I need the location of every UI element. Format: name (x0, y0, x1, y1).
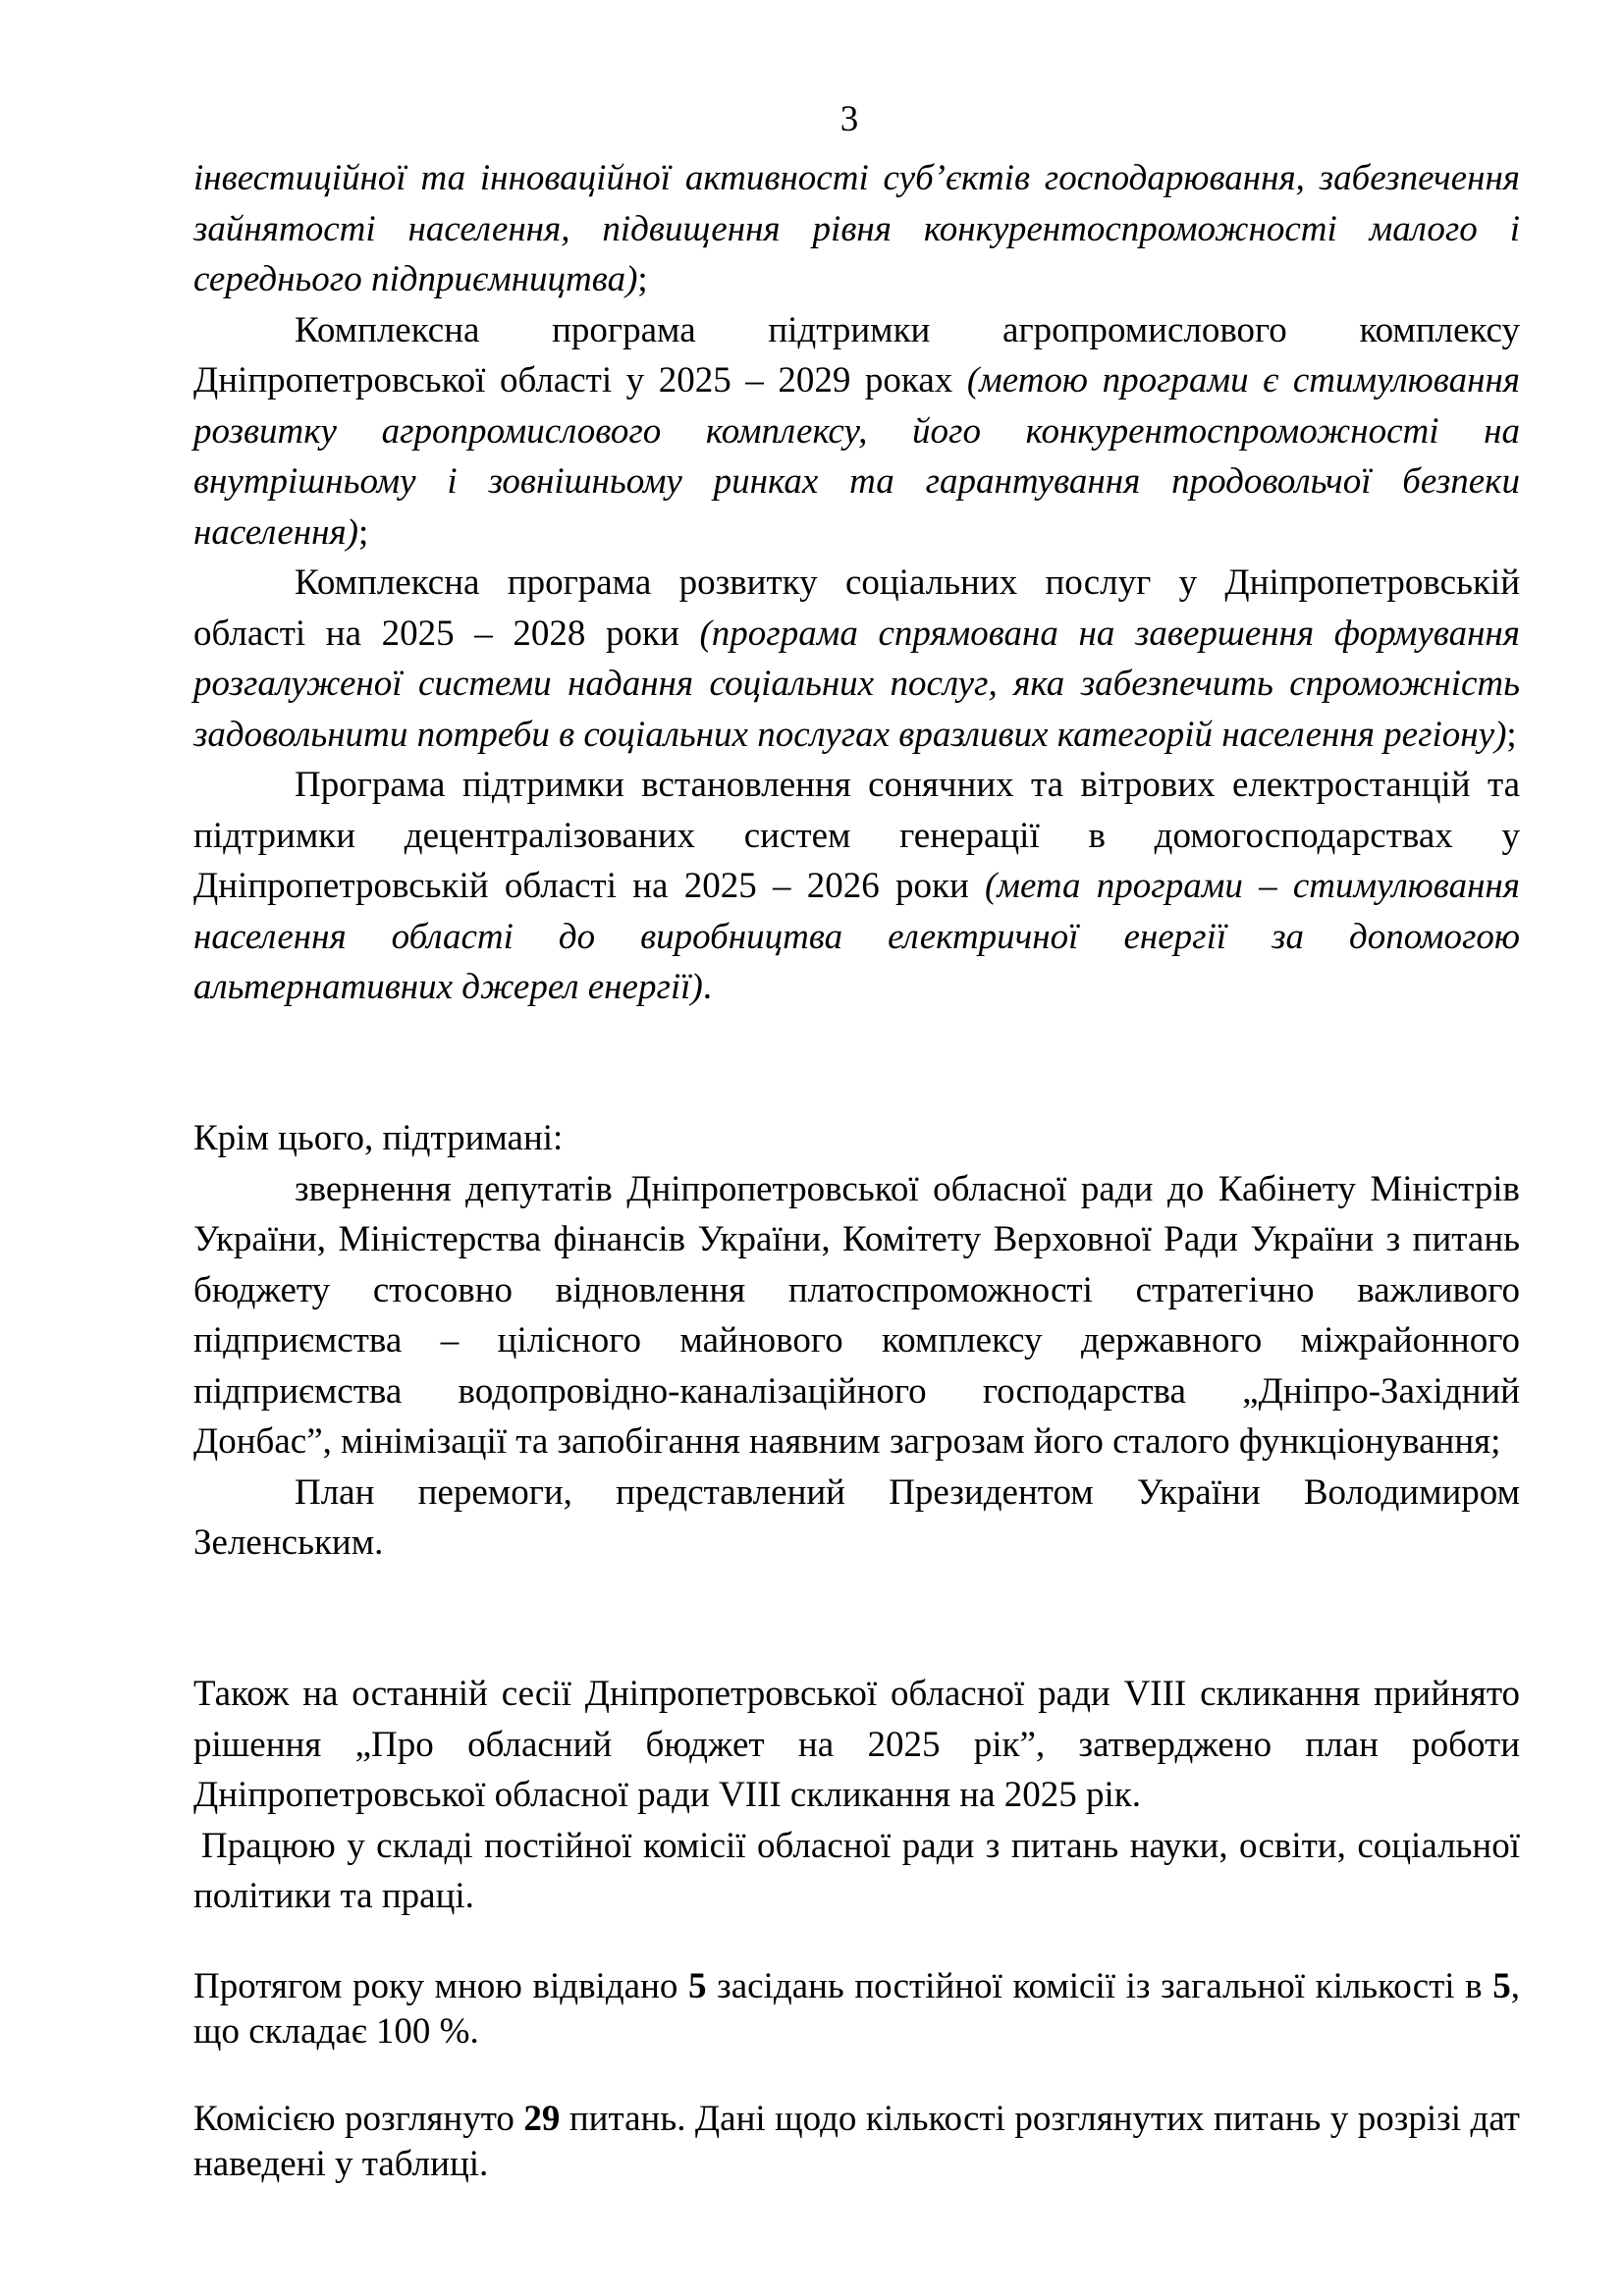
program-continuation-italic: інвестиційної та інноваційної активності суб’єктів господарювання, забезпечення зайнятості населення, підвищення рівня конкурентоспроможності малого і середнього підприємництва) (193, 158, 1520, 299)
program-energy-description: (мета програми – стимулювання населення області до виробництва електричної енергії за допомогою альтернативних джерел енергії) (193, 866, 1520, 1007)
attendance-section (193, 1964, 1520, 2055)
programs-section (193, 153, 1520, 1013)
commission-membership: Працюю у складі постійної комісії обласної ради з питань науки, освіти, соціальної політики та праці. (193, 1825, 1520, 1916)
session-paragraph: Також на останній сесії Дніпропетровської обласної ради VIII скликання прийнято рішення „Про обласний бюджет на 2025 рік”, затверджено план роботи Дніпропетровської обласної ради VIII скликання на 2025 рік. (193, 1674, 1520, 1815)
program-agro-tail: ; (358, 511, 369, 553)
supported-item-victory-plan: План перемоги, представлений Президентом України Володимиром Зеленським. (193, 1471, 1520, 1563)
questions-text-before: Комісією розглянуто (193, 2099, 524, 2139)
supported-heading: Крім цього, підтримані: (193, 1118, 564, 1158)
program-energy-tail: . (702, 967, 713, 1007)
attendance-text-after: , що складає 100 %. (193, 1966, 1520, 2052)
questions-text-after: питань. Дані щодо кількості розглянутих питань у розрізі дат наведені у таблиці. (193, 2099, 1520, 2184)
attendance-attended-count: 5 (688, 1966, 707, 2006)
program-agro-title: Комплексна програма підтримки агропромислового комплексу Дніпропетровської області у 2025 – 2029 роках (193, 309, 1520, 400)
page-number: 3 (839, 99, 859, 139)
program-energy (193, 760, 1520, 1013)
program-continuation-tail: ; (637, 259, 648, 299)
attendance-text-before: Протягом року мною відвідано (193, 1966, 688, 2006)
program-continuation (193, 153, 1520, 305)
questions-section (193, 2097, 1520, 2187)
questions-paragraph (193, 2097, 1520, 2187)
attendance-paragraph (193, 1964, 1520, 2055)
program-agro-description: (метою програми є стимулювання розвитку агропромислового комплексу, його конкурентоспроможності на внутрішньому і зовнішньому ринках та гарантування продовольчої безпеки населення) (193, 360, 1520, 553)
program-social-description: (програма спрямована на завершення формування розгалуженої системи надання соціальних послуг, яка забезпечить спроможність задовольнити потреби в соціальних послугах вразливих категорій населення регіону) (193, 613, 1520, 755)
attendance-total-count: 5 (1492, 1966, 1511, 2006)
attendance-text-middle: засідань постійної комісії із загальної кількості в (706, 1966, 1493, 2006)
program-energy-title: Програма підтримки встановлення сонячних та вітрових електростанцій та підтримки децентралізованих систем генерації в домогосподарствах у Дніпропетровській області на 2025 – 2026 роки (193, 765, 1520, 906)
program-social (193, 558, 1520, 760)
program-agro (193, 305, 1520, 559)
supported-item-appeal: звернення депутатів Дніпропетровської обласної ради до Кабінету Міністрів України, Міністерства фінансів України, Комітету Верховної Ради України з питань бюджету стосовно відновлення платоспроможності стратегічно важливого підприємства – цілісного майнового комплексу державного міжрайонного підприємства водопровідно-каналізаційного господарства „Дніпро-Західний Донбас”, мінімізації та запобігання наявним загрозам його сталого функціонування; (193, 1168, 1520, 1462)
supported-section (193, 1113, 1520, 1569)
questions-count: 29 (523, 2099, 561, 2139)
program-social-title: Комплексна програма розвитку соціальних послуг у Дніпропетровській області на 2025 – 2028 роки (193, 562, 1520, 654)
session-section (193, 1669, 1520, 1922)
program-social-tail: ; (1506, 714, 1517, 755)
